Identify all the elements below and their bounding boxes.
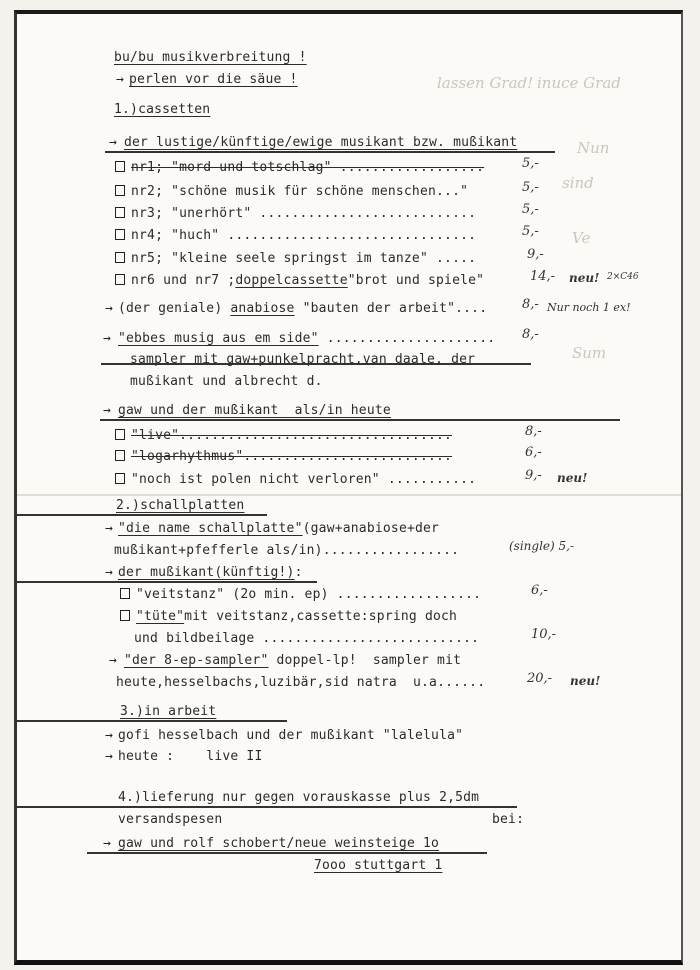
sampler-line-1: "der 8-ep-sampler" doppel-lp! sampler mit [124, 653, 462, 668]
checkbox-icon [120, 588, 130, 599]
price-sampler: 20,- [527, 671, 553, 686]
rule [105, 151, 555, 153]
price-polen: 9,- [525, 468, 542, 483]
price-anabiose: 8,- [522, 297, 539, 312]
section-3-heading: 3.)in arbeit [120, 704, 217, 719]
item-nr2: nr2; "schöne musik für schöne menschen..." [115, 184, 468, 200]
section-4-line-1: 4.)lieferung nur gegen vorauskasse plus 2,5dm [118, 790, 480, 805]
arrow-icon: → [109, 653, 117, 668]
price-nr3: 5,- [522, 202, 539, 217]
bleed-through-5: Ve [572, 229, 591, 247]
anabiose-line: (der geniale) anabiose "bauten der arbeit".... [118, 301, 488, 316]
price-live: 8,- [525, 424, 542, 439]
document-page [14, 10, 683, 965]
price-veitstanz: 6,- [531, 583, 548, 598]
rule [100, 419, 620, 421]
item-veitstanz: "veitstanz" (2o min. ep) .................. [120, 587, 481, 603]
item-live: "live".................................. [115, 428, 452, 444]
section-1-heading: 1.)cassetten [114, 102, 211, 117]
arrow-icon: → [105, 565, 113, 580]
price-nr5: 9,- [527, 247, 544, 262]
checkbox-icon [115, 161, 125, 172]
note-nur-noch: Nur noch 1 ex! [547, 301, 631, 314]
price-nr1: 5,- [522, 156, 539, 171]
item-tuete-2: und bildbeilage ........................... [134, 631, 480, 646]
section-4-bei: bei: [492, 812, 525, 827]
arrow-icon: → [105, 301, 113, 316]
title-line: bu/bu musikverbreitung ! [114, 50, 307, 65]
arrow-icon: → [109, 135, 117, 150]
bleed-through-4: sind [562, 174, 594, 192]
price-nr4: 5,- [522, 224, 539, 239]
rule [17, 581, 317, 583]
bleed-through-3: Nun [577, 139, 610, 157]
item-nr6-7: nr6 und nr7 ;doppelcassette"brot und spiele" [115, 273, 484, 289]
in-arbeit-1: gofi hesselbach und der mußikant "lalelula" [118, 728, 464, 743]
arrow-icon: → [105, 728, 113, 743]
price-logarhythmus: 6,- [525, 445, 542, 460]
arrow-icon: → [103, 331, 111, 346]
in-arbeit-2: heute : live II [118, 749, 263, 764]
fold-line [17, 494, 681, 496]
checkbox-icon [115, 429, 125, 440]
item-polen: "noch ist polen nicht verloren" ........... [115, 472, 476, 488]
schallplatte-line-1: "die name schallplatte"(gaw+anabiose+der [118, 521, 440, 536]
subtitle-line: perlen vor die säue ! [129, 72, 298, 87]
note-neu-1: neu! [569, 271, 600, 285]
rule [17, 720, 287, 722]
rule [17, 514, 267, 516]
checkbox-icon [115, 274, 125, 285]
arrow-icon: → [116, 72, 124, 87]
price-tuete: 10,- [531, 627, 557, 642]
address-line-2: 7ooo stuttgart 1 [314, 858, 443, 873]
musikant-kuenftig-heading: der mußikant(künftig!): [118, 565, 303, 580]
price-nr6-7: 14,- [530, 269, 556, 284]
series-musikant: der lustige/künftige/ewige musikant bzw. mußikant [124, 135, 518, 150]
schallplatte-line-2: mußikant+pfefferle als/in)................. [114, 543, 460, 558]
ebbes-desc-1: sampler mit gaw+punkelpracht,van daale, der [130, 352, 476, 367]
checkbox-icon [115, 252, 125, 263]
item-tuete: "tüte"mit veitstanz,cassette:spring doch [120, 609, 457, 625]
bleed-through-2: inuce Grad [537, 74, 621, 92]
price-nr2: 5,- [522, 180, 539, 195]
item-nr5: nr5; "kleine seele springst im tanze" ..... [115, 251, 476, 267]
checkbox-icon [115, 473, 125, 484]
section-2-heading: 2.)schallplatten [116, 498, 245, 513]
ebbes-desc-2: mußikant und albrecht d. [130, 374, 323, 389]
checkbox-icon [115, 185, 125, 196]
price-ebbes: 8,- [522, 327, 539, 342]
arrow-icon: → [105, 749, 113, 764]
arrow-icon: → [105, 521, 113, 536]
arrow-icon: → [103, 403, 111, 418]
price-schallplatte: (single) 5,- [509, 539, 575, 553]
rule [87, 852, 487, 854]
item-nr1: nr1; "mord und totschlag" .................. [115, 160, 484, 176]
bleed-through-1: lassen Grad! [437, 74, 534, 92]
arrow-icon: → [103, 836, 111, 851]
rule [17, 806, 517, 808]
item-nr4: nr4; "huch" ............................... [115, 228, 476, 244]
bleed-through-6: Sum [572, 344, 607, 362]
note-neu-2: neu! [557, 471, 588, 485]
gaw-heading: gaw und der mußikant als/in heute [118, 403, 391, 418]
section-4-line-2: versandspesen [118, 812, 223, 827]
checkbox-icon [115, 450, 125, 461]
note-2xc46: 2×C46 [607, 272, 639, 282]
item-nr3: nr3; "unerhört" ........................... [115, 206, 476, 222]
checkbox-icon [115, 207, 125, 218]
note-neu-3: neu! [570, 674, 601, 688]
item-logarhythmus: "logarhythmus".......................... [115, 449, 452, 465]
address-line-1: gaw und rolf schobert/neue weinsteige 1o [118, 836, 440, 851]
checkbox-icon [120, 610, 130, 621]
checkbox-icon [115, 229, 125, 240]
ebbes-line: "ebbes musig aus em side" ..................... [118, 331, 496, 346]
sampler-line-2: heute,hesselbachs,luzibär,sid natra u.a...... [116, 675, 486, 690]
